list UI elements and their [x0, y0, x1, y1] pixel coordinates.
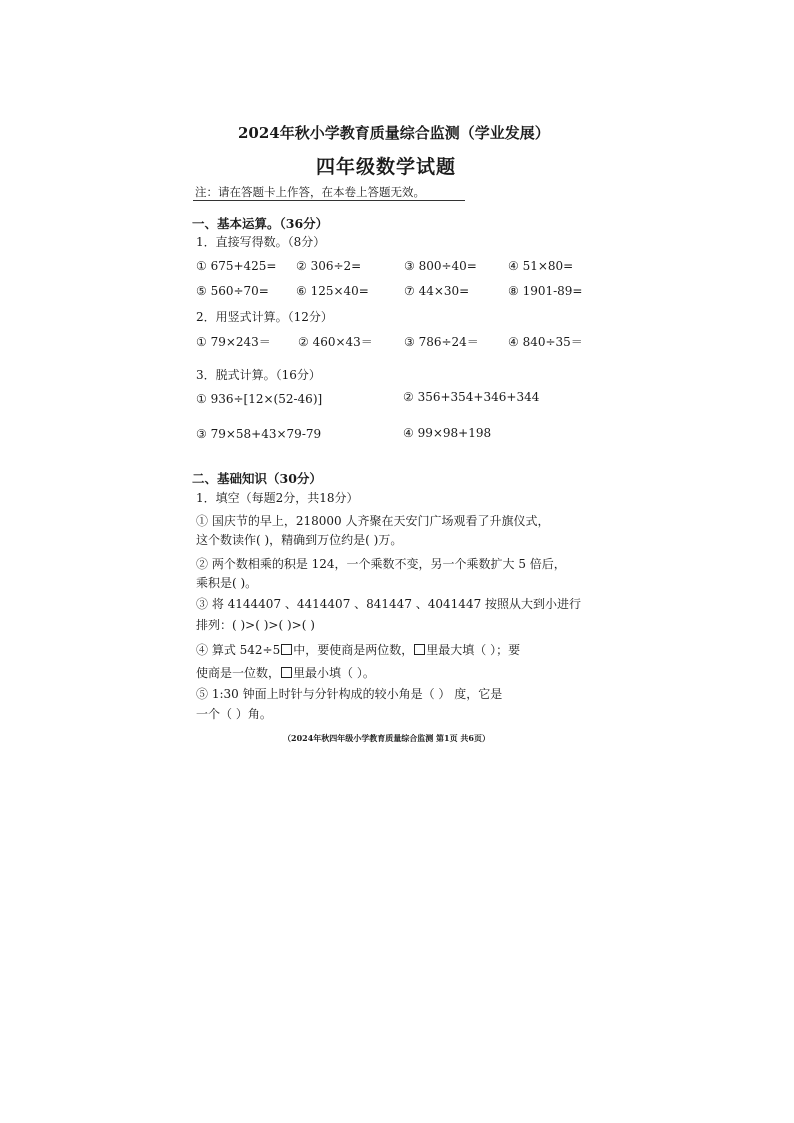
fill-item-4-line-1 [196, 642, 520, 658]
vertical-calc-item: ② 460×43＝ [298, 335, 373, 349]
fill-item-2-line-1: ② 两个数相乘的积是 124，一个乘数不变，另一个乘数扩大 5 倍后， [196, 557, 566, 571]
exam-note: 注：请在答题卡上作答，在本卷上答题无效。 [195, 185, 425, 199]
question-3-heading: 3．脱式计算。（16分） [196, 368, 321, 382]
oral-calc-item: ④ 51×80= [508, 259, 574, 273]
fill-item-5-line-1: ⑤ 1:30 钟面上时针与分针构成的较小角是（ ） 度，它是 [196, 687, 503, 701]
fill-item-4-line-2 [196, 665, 375, 681]
fill-item-4-text-e: 里最小填（ ）。 [293, 666, 375, 680]
fill-item-2-line-2: 乘积是( )。 [196, 576, 258, 590]
blank-box-icon [414, 644, 425, 655]
question-1-heading: 1．直接写得数。（8分） [196, 235, 326, 249]
question-2-heading: 2．用竖式计算。（12分） [196, 310, 333, 324]
note-underline [193, 200, 465, 201]
oral-calc-item: ② 306÷2= [296, 259, 362, 273]
exam-title: 2024年秋小学教育质量综合监测（学业发展） [238, 124, 550, 142]
fill-item-4-text-c: 里最大填（ ）；要 [426, 643, 521, 657]
fill-item-4-text-a: ④ 算式 542÷5 [196, 643, 281, 657]
fill-item-5-line-2: 一个（ ）角。 [196, 707, 272, 721]
exam-subtitle: 四年级数学试题 [316, 156, 457, 178]
oral-calc-item: ③ 800÷40= [404, 259, 477, 273]
step-calc-item: ③ 79×58+43×79-79 [196, 427, 322, 441]
blank-box-icon [281, 667, 292, 678]
blank-box-icon [281, 644, 292, 655]
fill-item-1-line-1: ① 国庆节的早上，218000 人齐聚在天安门广场观看了升旗仪式， [196, 514, 550, 528]
page-footer: （2024年秋四年级小学教育质量综合监测 第1页 共6页） [283, 733, 490, 743]
step-calc-item: ① 936÷[12×(52-46)] [196, 392, 323, 406]
vertical-calc-item: ① 79×243＝ [196, 335, 271, 349]
fill-item-1-line-2: 这个数读作( )，精确到万位约是( )万。 [196, 533, 403, 547]
oral-calc-item: ⑦ 44×30= [404, 284, 470, 298]
fill-item-3-line-2: 排列：( )>( )>( )>( ) [196, 618, 315, 632]
section-2-heading: 二、基础知识（30分） [192, 471, 322, 486]
section-1-heading: 一、基本运算。（36分） [192, 216, 329, 231]
oral-calc-item: ⑥ 125×40= [296, 284, 369, 298]
fill-item-3-line-1: ③ 将 4144407 、4414407 、841447 、4041447 按照从大到小进行 [196, 597, 582, 611]
fill-blank-heading: 1．填空（每题2分，共18分） [196, 491, 359, 505]
fill-item-4-text-b: 中，要使商是两位数， [293, 643, 414, 657]
step-calc-item: ② 356+354+346+344 [403, 390, 540, 404]
vertical-calc-item: ④ 840÷35＝ [508, 335, 583, 349]
oral-calc-item: ① 675+425= [196, 259, 277, 273]
fill-item-4-text-d: 使商是一位数， [196, 666, 281, 680]
oral-calc-item: ⑧ 1901-89= [508, 284, 583, 298]
oral-calc-item: ⑤ 560÷70= [196, 284, 269, 298]
vertical-calc-item: ③ 786÷24＝ [404, 335, 479, 349]
step-calc-item: ④ 99×98+198 [403, 426, 492, 440]
